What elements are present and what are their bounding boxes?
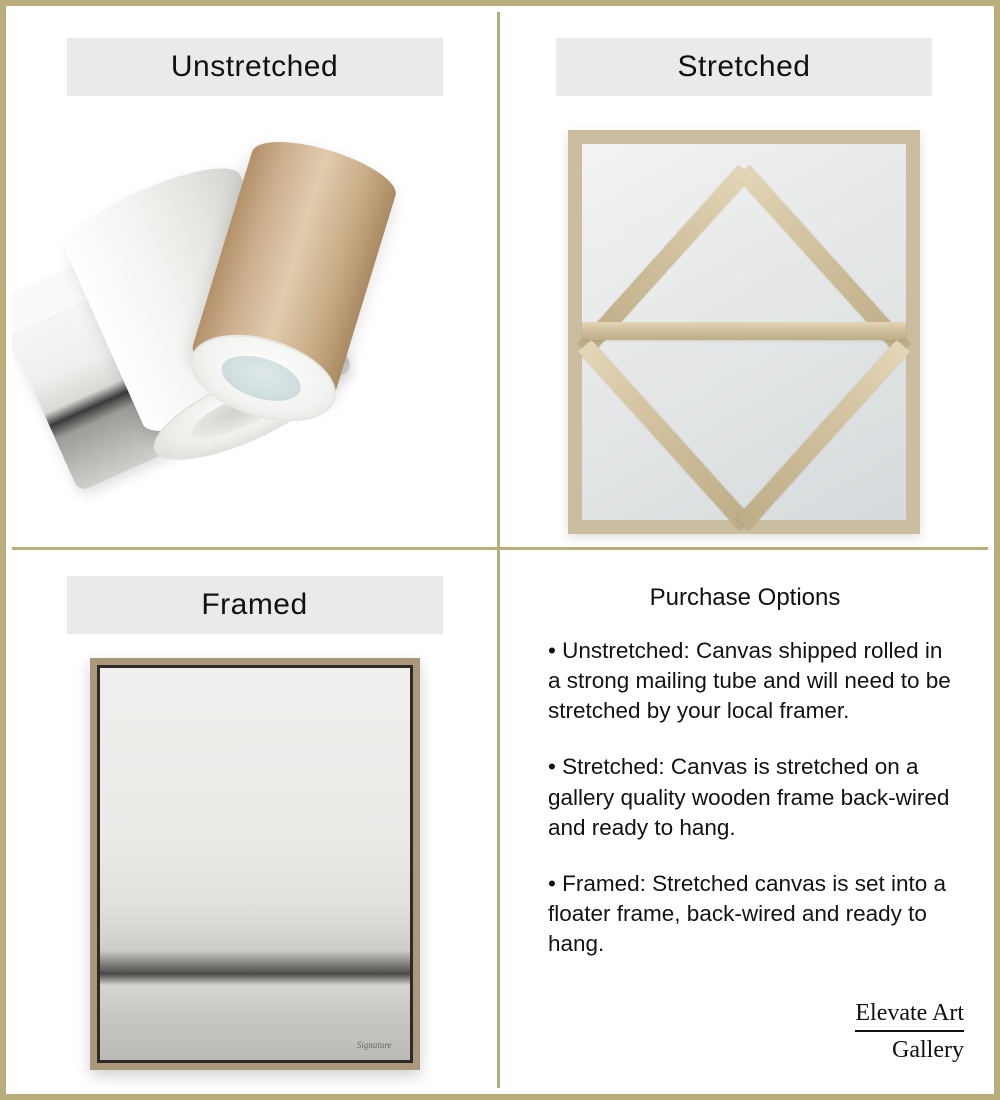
panel-stretched: [500, 12, 988, 550]
panel-title-framed: Framed: [67, 576, 443, 634]
panel-purchase-options: [500, 550, 988, 1088]
purchase-option-unstretched: • Unstretched: Canvas shipped rolled in a strong mailing tube and will need to be stretched by your local framer.: [548, 638, 951, 724]
panel-unstretched: [12, 12, 500, 550]
purchase-option-stretched: • Stretched: Canvas is stretched on a gallery quality wooden frame back-wired and ready to hang.: [548, 754, 950, 840]
purchase-options-title: Purchase Options: [649, 584, 841, 611]
stretched-canvas-illustration: [568, 130, 920, 534]
framed-canvas-illustration: [90, 658, 420, 1070]
stretcher-cross-bar: [582, 322, 906, 340]
panel-title-unstretched: Unstretched: [67, 38, 443, 96]
purchase-options-content: [500, 550, 988, 1088]
brand-logo: [855, 998, 964, 1066]
unstretched-canvas-illustration: [12, 132, 497, 532]
purchase-option-framed: • Framed: Stretched canvas is set into a floater frame, back-wired and ready to hang.: [548, 870, 947, 957]
brand-name-line2: Gallery: [892, 1037, 964, 1064]
artwork-signature: Signature: [356, 1040, 392, 1050]
framed-artwork: [97, 665, 413, 1063]
panel-title-stretched: Stretched: [556, 38, 932, 96]
panel-framed: [12, 550, 500, 1088]
panel-grid: [12, 12, 988, 1088]
purchase-options-list: [526, 636, 964, 959]
brand-name-line1: Elevate Art: [855, 998, 964, 1033]
